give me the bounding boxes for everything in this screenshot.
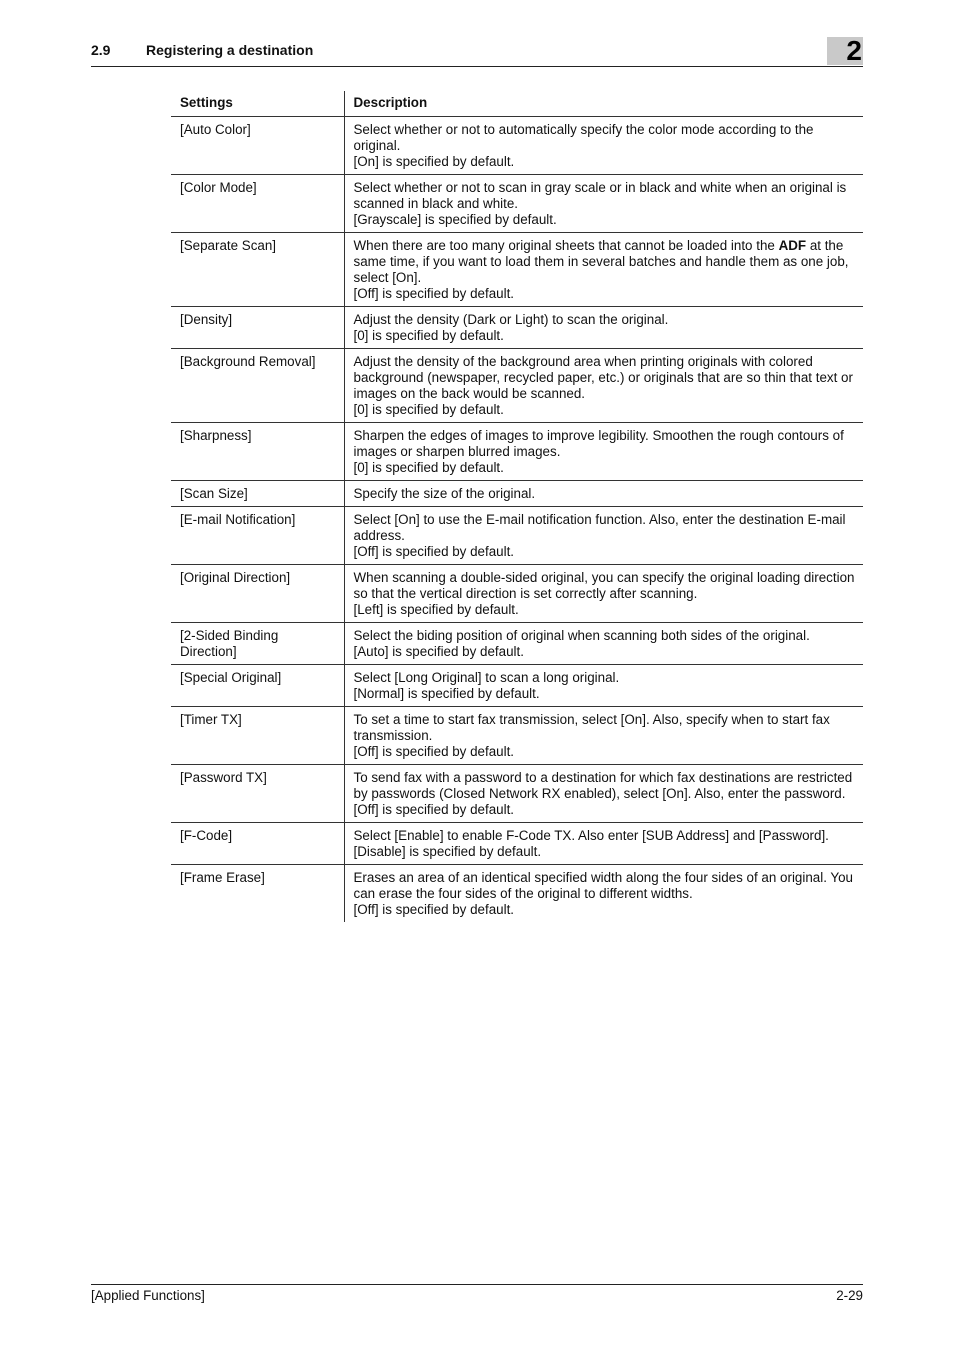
- description-line: [Off] is specified by default.: [353, 744, 515, 759]
- section-title: Registering a destination: [146, 42, 314, 58]
- setting-description: [344, 233, 863, 307]
- setting-name: [2-Sided Binding Direction]: [171, 623, 344, 665]
- setting-name: [Sharpness]: [171, 423, 344, 481]
- column-header-description: Description: [344, 91, 863, 117]
- setting-description: [344, 565, 863, 623]
- page-header: [91, 35, 863, 67]
- table-header-row: [171, 91, 863, 117]
- setting-name: [Color Mode]: [171, 175, 344, 233]
- setting-description: [344, 423, 863, 481]
- description-line: Sharpen the edges of images to improve legibility. Smoothen the rough contours of images or sharpen blurred images.: [353, 428, 844, 459]
- description-line: Erases an area of an identical specified width along the four sides of an original. You can erase the four sides of the original to different widths.: [353, 870, 853, 901]
- description-line: [Off] is specified by default.: [353, 286, 515, 301]
- chapter-number: 2: [846, 35, 862, 66]
- setting-name: [Auto Color]: [171, 117, 344, 175]
- page-number: 2-29: [836, 1288, 863, 1303]
- setting-name: [Password TX]: [171, 765, 344, 823]
- setting-name: [Background Removal]: [171, 349, 344, 423]
- description-line: [Auto] is specified by default.: [353, 644, 524, 659]
- description-line: [Left] is specified by default.: [353, 602, 519, 617]
- description-line: [0] is specified by default.: [353, 328, 504, 343]
- table-row: [171, 623, 863, 665]
- table-row: [171, 175, 863, 233]
- setting-description: [344, 175, 863, 233]
- table-row: [171, 233, 863, 307]
- table-row: [171, 707, 863, 765]
- setting-description: [344, 307, 863, 349]
- table-row: [171, 865, 863, 923]
- setting-name: [Timer TX]: [171, 707, 344, 765]
- setting-description: [344, 823, 863, 865]
- table-body: [171, 117, 863, 923]
- adf-term: ADF: [778, 238, 807, 253]
- description-line: [On] is specified by default.: [353, 154, 515, 169]
- footer-manual-title: [Applied Functions]: [91, 1288, 205, 1303]
- description-line: [Off] is specified by default.: [353, 902, 515, 917]
- setting-description: [344, 665, 863, 707]
- description-line: Select [Enable] to enable F-Code TX. Also enter [SUB Address] and [Password].: [353, 828, 829, 843]
- setting-name: [Scan Size]: [171, 481, 344, 507]
- table-row: [171, 481, 863, 507]
- column-header-settings: Settings: [171, 91, 344, 117]
- settings-table: [171, 91, 863, 922]
- description-line: To send fax with a password to a destination for which fax destinations are restricted by passwords (Closed Network RX enabled), select [On]. Also, enter the password.: [353, 770, 853, 801]
- description-line: Select [Long Original] to scan a long original.: [353, 670, 620, 685]
- section-number: 2.9: [91, 42, 111, 58]
- description-line: [0] is specified by default.: [353, 460, 504, 475]
- description-line: Adjust the density (Dark or Light) to scan the original.: [353, 312, 669, 327]
- description-line: Adjust the density of the background area when printing originals with colored background (newspaper, recycled paper, etc.) or originals that are so thin that text or images on the back would be scanned.: [353, 354, 853, 401]
- setting-description: [344, 507, 863, 565]
- setting-description: [344, 349, 863, 423]
- description-line: [Off] is specified by default.: [353, 802, 515, 817]
- setting-description: [344, 707, 863, 765]
- description-line: Select the biding position of original when scanning both sides of the original.: [353, 628, 810, 643]
- table-row: [171, 307, 863, 349]
- description-line: Select whether or not to automatically specify the color mode according to the original.: [353, 122, 814, 153]
- table-row: [171, 349, 863, 423]
- description-text-pre: When there are too many original sheets that cannot be loaded into the: [353, 238, 779, 253]
- table-row: [171, 507, 863, 565]
- description-line: [Disable] is specified by default.: [353, 844, 542, 859]
- description-line: [0] is specified by default.: [353, 402, 504, 417]
- setting-description: [344, 117, 863, 175]
- setting-description: [344, 865, 863, 923]
- setting-name: [Frame Erase]: [180, 870, 265, 885]
- setting-name: [Special Original]: [171, 665, 344, 707]
- setting-name: [Density]: [171, 307, 344, 349]
- table-row: [171, 665, 863, 707]
- description-line: To set a time to start fax transmission, select [On]. Also, specify when to start fax transmission.: [353, 712, 830, 743]
- description-line: When scanning a double-sided original, you can specify the original loading direction so that the vertical direction is set correctly after scanning.: [353, 570, 855, 601]
- setting-name: [Original Direction]: [171, 565, 344, 623]
- table-row: [171, 765, 863, 823]
- description-text: [354, 238, 856, 286]
- setting-description: [344, 623, 863, 665]
- description-line: Specify the size of the original.: [353, 486, 536, 501]
- table-row: [171, 823, 863, 865]
- description-line: Select [On] to use the E-mail notification function. Also, enter the destination E-mail address.: [353, 512, 846, 543]
- setting-description: [344, 765, 863, 823]
- setting-name: [E-mail Notification]: [171, 507, 344, 565]
- description-text-post: at the same time, if you want to load them in several batches and handle them as one job, select [On].: [353, 238, 849, 285]
- table-row: [171, 117, 863, 175]
- description-line: Select whether or not to scan in gray scale or in black and white when an original is scanned in black and white.: [353, 180, 847, 211]
- description-line: [Grayscale] is specified by default.: [353, 212, 557, 227]
- setting-name: [Separate Scan]: [171, 233, 344, 307]
- setting-name: [F-Code]: [171, 823, 344, 865]
- page-footer: [91, 1284, 863, 1307]
- description-line: [Normal] is specified by default.: [353, 686, 540, 701]
- table-row: [171, 565, 863, 623]
- table-row: [171, 423, 863, 481]
- setting-description: [344, 481, 863, 507]
- description-line: [Off] is specified by default.: [353, 544, 515, 559]
- chapter-tab: [827, 37, 863, 65]
